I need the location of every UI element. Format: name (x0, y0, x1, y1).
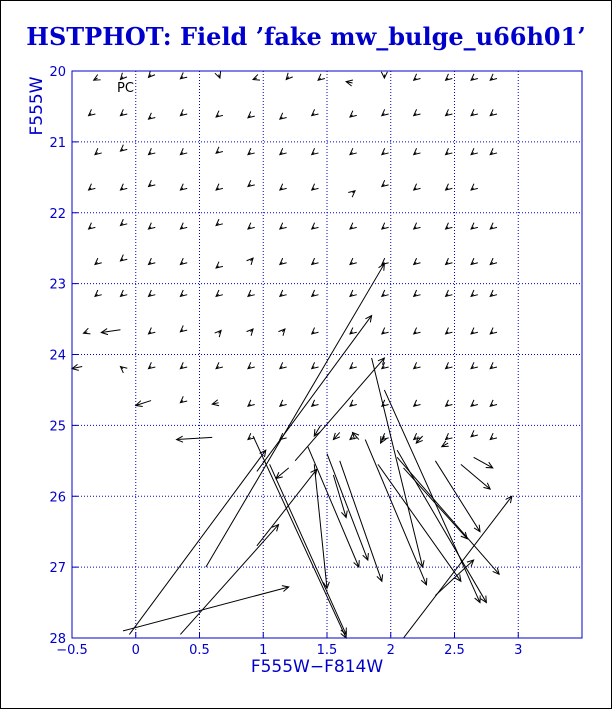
x-tick-label: 0.5 (189, 643, 210, 658)
vector-arrow (382, 109, 389, 115)
vector-arrow (149, 362, 156, 368)
vector-arrow (490, 290, 497, 296)
vector-arrow (215, 330, 221, 337)
vector-shaft (365, 440, 426, 585)
vector-shaft (308, 447, 359, 567)
vector-arrow (248, 148, 255, 154)
vector-arrow (149, 223, 156, 229)
vector-arrow (89, 184, 96, 190)
vector-arrow (490, 258, 497, 264)
vector-arrow (435, 461, 480, 532)
vector-arrow (471, 223, 478, 229)
vector-head (455, 574, 461, 581)
vector-arrow (414, 184, 421, 190)
vector-arrow (397, 457, 499, 574)
vector-arrow (490, 362, 497, 368)
vector-arrow (216, 111, 223, 117)
vector-arrow (416, 436, 422, 443)
vector-arrow (490, 74, 497, 80)
vector-arrow (257, 316, 372, 472)
vector-arrow (350, 258, 357, 264)
vector-arrow (94, 74, 101, 80)
vector-arrow (120, 219, 127, 225)
y-tick-label: 22 (49, 206, 66, 222)
vector-arrow (180, 325, 187, 331)
vector-arrow (247, 329, 253, 336)
vector-arrow (270, 464, 347, 634)
vector-arrow (278, 329, 284, 336)
vector-arrow (414, 74, 421, 80)
vector-shaft (397, 457, 499, 574)
vector-arrow (216, 219, 223, 225)
vector-arrow (312, 362, 319, 368)
vector-arrow (120, 367, 127, 373)
vector-arrow (381, 72, 387, 78)
vector-arrow (177, 436, 213, 442)
vector-arrow (490, 148, 497, 154)
vector-arrow (382, 148, 389, 154)
vector-arrow (101, 329, 120, 335)
vector-arrow (248, 223, 255, 229)
vector-arrow (446, 109, 453, 115)
vector-arrow (280, 362, 287, 368)
vector-arrow (350, 223, 357, 229)
vector-arrow (312, 290, 319, 296)
y-tick-label: 27 (49, 561, 66, 577)
vector-head (253, 74, 260, 80)
chart-title: HSTPHOT: Field ’fake mw_bulge_u66h01’ (26, 22, 586, 51)
vector-shaft (435, 461, 480, 532)
vector-arrow (149, 180, 156, 186)
x-tick-label: 3 (514, 643, 523, 658)
vector-arrow (216, 184, 223, 190)
vector-arrow (180, 223, 187, 229)
vector-arrow (248, 180, 255, 186)
vector-arrow (120, 290, 127, 296)
vector-arrow (312, 328, 319, 334)
vector-arrow (95, 148, 102, 154)
vector-arrow (280, 223, 287, 229)
y-tick-label: 24 (49, 348, 66, 364)
y-tick-label: 28 (49, 632, 66, 647)
vector-arrow (180, 290, 187, 296)
vector-arrow (471, 74, 478, 80)
vector-arrow (474, 457, 493, 468)
vector-shaft (257, 469, 317, 546)
vector-arrow (446, 148, 453, 154)
y-tick-label: 20 (49, 65, 66, 80)
vector-arrow (180, 525, 278, 635)
vector-arrow (446, 328, 453, 334)
vector-arrow (446, 74, 453, 80)
vector-shaft (314, 464, 327, 588)
vector-arrow (471, 328, 478, 334)
vector-arrow (333, 432, 339, 439)
vector-arrow (180, 109, 187, 115)
x-tick-label: −0.5 (56, 643, 88, 658)
vector-head (474, 525, 480, 532)
y-tick-label: 25 (49, 419, 66, 435)
vector-arrow (216, 147, 223, 153)
vector-shaft (180, 525, 278, 635)
vector-arrow (461, 464, 490, 489)
vector-arrow (446, 433, 453, 439)
chip-annotation: PC (117, 81, 134, 96)
vector-arrow (180, 184, 187, 190)
axis-ticks (49, 65, 522, 658)
vector-arrow (149, 113, 156, 119)
vector-arrow (95, 258, 102, 264)
vector-arrow (490, 223, 497, 229)
vector-arrow (350, 290, 357, 296)
vector-arrow (280, 258, 287, 264)
vector-arrow (350, 400, 357, 406)
vector-arrow (253, 74, 260, 80)
vector-arrow (414, 258, 421, 264)
vector-arrow (446, 290, 453, 296)
vector-arrow (414, 362, 421, 368)
vector-arrow (471, 362, 478, 368)
y-tick-label: 23 (49, 277, 66, 293)
x-tick-label: 0 (131, 643, 140, 658)
vector-arrow (312, 258, 319, 264)
vector-head (94, 74, 101, 80)
vector-shaft (474, 457, 493, 468)
vector-arrow (295, 358, 384, 461)
vector-arrow (414, 328, 421, 334)
vector-arrow (490, 109, 497, 115)
vector-arrow (350, 328, 357, 334)
vector-arrow (382, 180, 389, 186)
vector-arrow (442, 441, 449, 447)
vector-arrow (346, 80, 353, 86)
vector-arrow (446, 258, 453, 264)
vector-shaft (257, 316, 372, 472)
vector-arrow (471, 430, 478, 436)
vector-arrow (446, 362, 453, 368)
vector-arrow (180, 396, 187, 402)
vector-arrow (216, 262, 223, 268)
vector-arrow (149, 71, 155, 78)
vector-arrow (248, 362, 255, 368)
vector-arrow (471, 258, 478, 264)
vector-arrow (216, 290, 223, 296)
vector-arrow (180, 72, 187, 78)
vector-arrow (123, 586, 289, 631)
vector-arrow (248, 400, 255, 406)
vector-arrow (120, 73, 126, 80)
vector-arrow (280, 290, 287, 296)
vector-head (215, 71, 221, 78)
vector-arrow (180, 258, 187, 264)
y-tick-label: 26 (49, 490, 66, 506)
vector-arrow (129, 450, 265, 634)
vector-arrow (216, 362, 223, 368)
x-tick-label: 1.5 (316, 643, 338, 658)
vector-arrow (490, 433, 497, 439)
vector-arrow (312, 148, 319, 154)
vector-arrow (280, 113, 287, 119)
vector-arrow (446, 184, 453, 190)
vector-arrow (382, 223, 389, 229)
vector-arrow (340, 461, 383, 581)
vector-arrow (215, 71, 221, 78)
vector-arrow (350, 148, 357, 154)
vector-arrow (350, 362, 357, 368)
vector-arrow (414, 400, 421, 406)
vector-arrow (247, 258, 253, 265)
vector-arrow (414, 223, 421, 229)
vector-arrow (414, 109, 421, 115)
vector-shaft (340, 461, 382, 581)
vector-arrow (490, 400, 497, 406)
vector-arrow (446, 223, 453, 229)
vector-arrow (149, 148, 156, 154)
vector-arrow (248, 111, 255, 117)
vector-arrow (212, 400, 219, 406)
vector-arrow (490, 328, 497, 334)
vector-arrow (471, 290, 478, 296)
x-tick-label: 1 (259, 643, 268, 658)
vector-arrow (257, 469, 317, 546)
vector-arrow (280, 184, 287, 190)
x-tick-label: 2 (386, 643, 395, 658)
vector-arrow (248, 290, 255, 296)
vector-arrow (414, 148, 421, 154)
vector-arrow (180, 148, 187, 154)
grid-lines (72, 71, 582, 638)
vector-head (83, 328, 90, 334)
vector-arrow (312, 184, 319, 190)
vector-arrow (149, 290, 156, 296)
vector-arrow (414, 290, 421, 296)
vector-arrow (120, 145, 127, 151)
vector-arrow (365, 440, 427, 585)
vector-arrow (312, 109, 319, 115)
vector-arrow (372, 358, 424, 567)
vector-arrow (471, 148, 478, 154)
vector-shaft (295, 358, 384, 461)
vector-shaft (129, 450, 265, 634)
vector-arrow (471, 400, 478, 406)
vector-arrow (120, 109, 127, 115)
vector-arrow (318, 74, 325, 80)
vector-arrow (95, 290, 102, 296)
vector-arrow (276, 468, 289, 479)
vector-arrow (382, 290, 389, 296)
vector-arrow (446, 400, 453, 406)
vector-arrow (89, 223, 96, 229)
vector-arrow (180, 362, 187, 368)
vector-arrow (89, 109, 96, 115)
vector-shaft (461, 464, 490, 489)
vector-arrow (120, 184, 127, 190)
vector-arrow (120, 255, 127, 261)
vector-arrow (314, 425, 320, 436)
vector-arrow (382, 328, 389, 334)
vector-arrow (286, 73, 292, 80)
y-axis-label: F555W (27, 76, 47, 136)
vector-arrow (350, 111, 357, 117)
vector-arrow (72, 364, 82, 370)
vector-arrow (382, 258, 389, 264)
vector-arrow (348, 191, 355, 197)
vector-arrow (149, 328, 156, 334)
vector-arrow (471, 109, 478, 115)
vector-shaft (270, 464, 347, 634)
vector-arrow (312, 223, 319, 229)
vector-arrow (149, 258, 156, 264)
y-tick-label: 21 (49, 135, 66, 151)
vector-arrow (471, 184, 478, 190)
x-axis-label: F555W−F814W (250, 657, 384, 677)
vector-arrow (136, 401, 151, 407)
vector-arrow (312, 400, 319, 406)
vector-shaft (372, 358, 423, 567)
x-tick-label: 2.5 (444, 643, 465, 658)
vector-shaft (177, 437, 213, 439)
vector-arrow (83, 328, 90, 334)
vector-arrow (280, 400, 287, 406)
vector-arrow (280, 148, 287, 154)
vector-arrow (308, 447, 359, 567)
